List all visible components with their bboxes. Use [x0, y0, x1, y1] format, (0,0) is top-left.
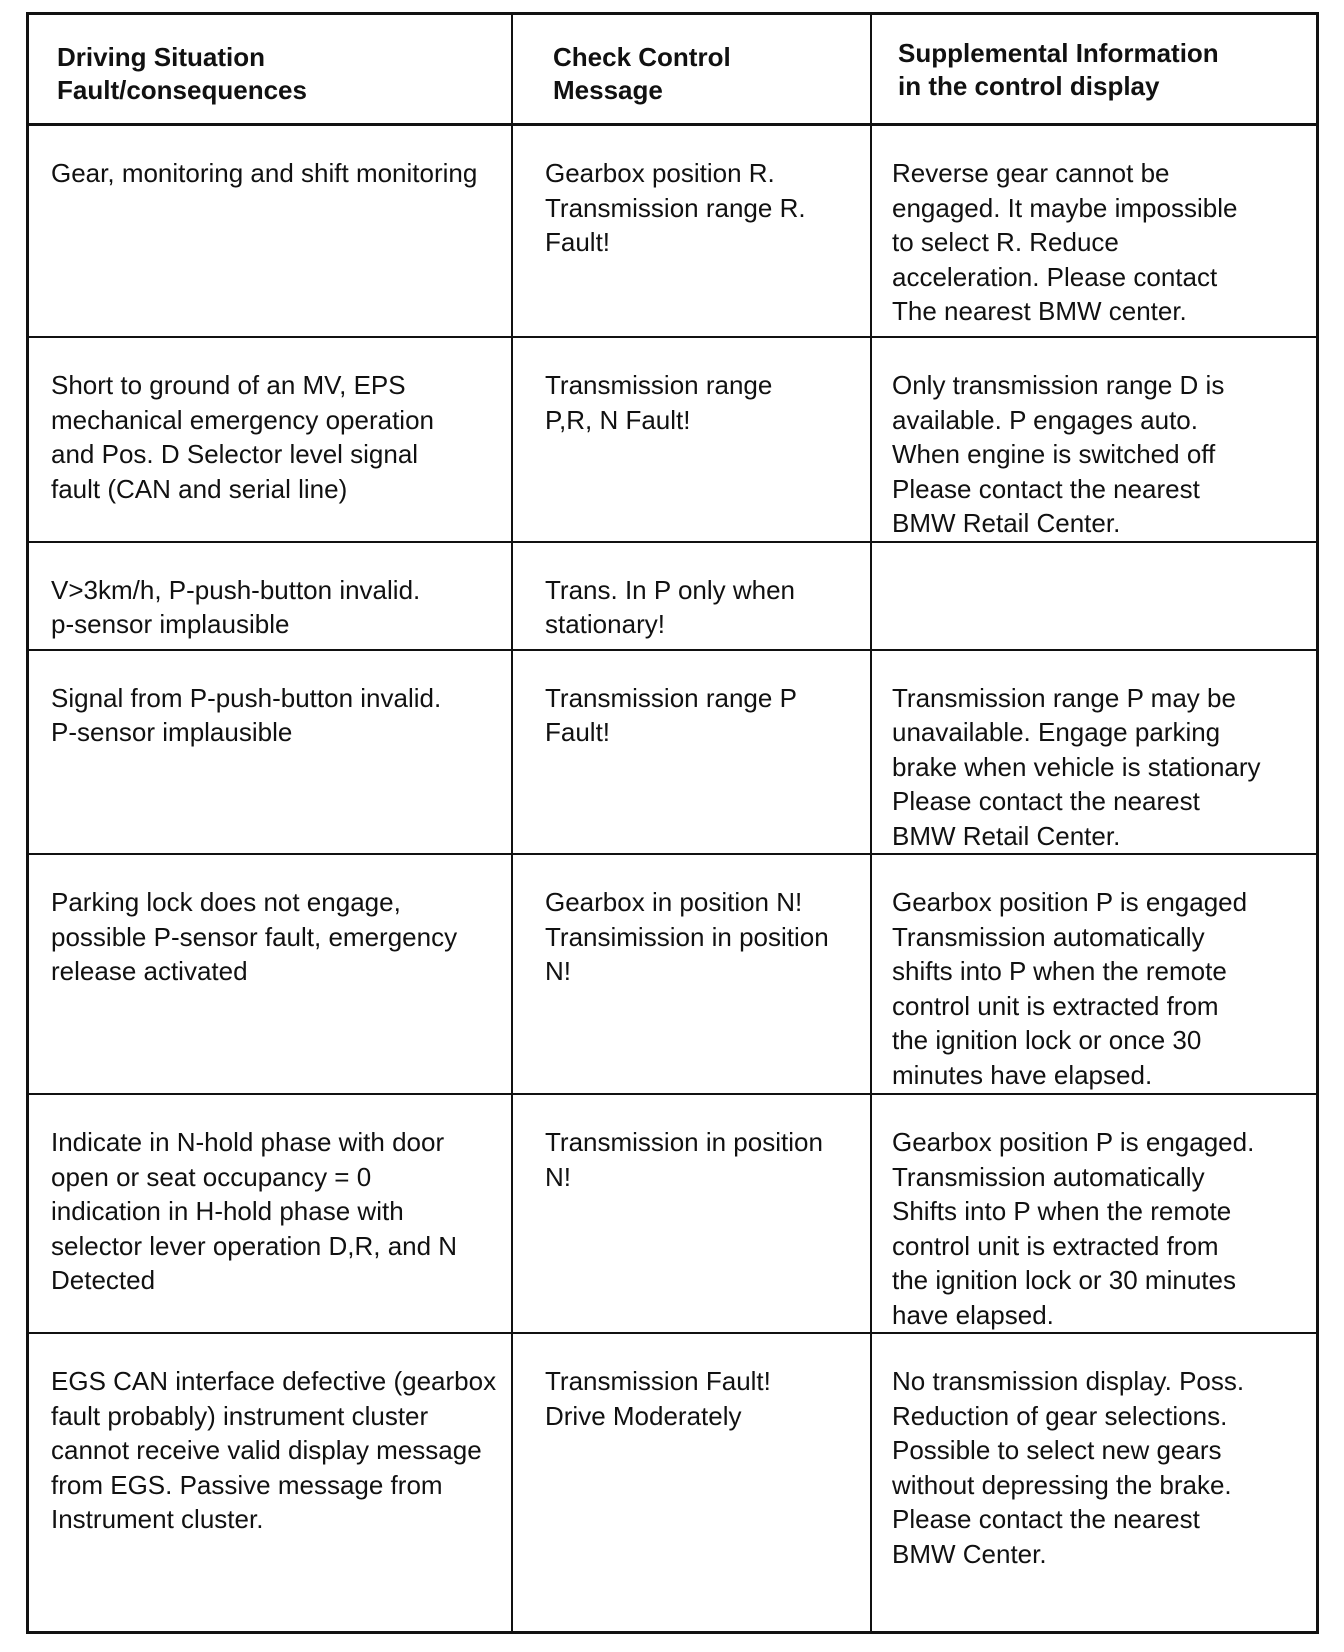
info-cell: [871, 650, 1318, 855]
info-cell: [871, 337, 1318, 542]
table-row: [28, 1333, 1318, 1633]
header-check-control-message-text: Check Control Message: [553, 42, 731, 105]
table-row: [28, 125, 1318, 338]
header-row: [28, 14, 1318, 125]
situation-cell: [28, 1333, 513, 1633]
info-text: Gearbox position P is engaged. Transmission automatically Shifts into P when the remote control unit is extracted from the ignition lock or 30 minutes have elapsed.: [892, 1127, 1255, 1330]
message-text: Transmission range P Fault!: [545, 682, 797, 747]
situation-text: Gear, monitoring and shift monitoring: [51, 158, 478, 188]
info-text: [872, 543, 1316, 573]
info-cell: [871, 542, 1318, 650]
info-cell: [871, 125, 1318, 338]
message-cell: [512, 1333, 871, 1633]
situation-cell: [28, 650, 513, 855]
situation-cell: [28, 337, 513, 542]
header-check-control-message: [512, 14, 871, 125]
message-text: Transmission range P,R, N Fault!: [545, 370, 773, 435]
message-cell: [512, 854, 871, 1094]
info-text: Transmission range P may be unavailable. Engage parking brake when vehicle is stationary Please contact the nearest BMW Retail Center.: [892, 682, 1261, 851]
situation-text: EGS CAN interface defective (gearbox fault probably) instrument cluster cannot receive valid display message from EGS. Passive message from Instrument cluster.: [51, 1366, 497, 1534]
message-text: Trans. In P only when stationary!: [545, 574, 796, 639]
header-driving-situation-text: Driving Situation Fault/consequences: [57, 42, 307, 105]
info-cell: [871, 854, 1318, 1094]
situation-text: Signal from P-push-button invalid. P-sensor implausible: [51, 682, 442, 747]
info-text: Only transmission range D is available. P engages auto. When engine is switched off Please contact the nearest BMW Retail Center.: [892, 370, 1225, 538]
situation-text: Short to ground of an MV, EPS mechanical emergency operation and Pos. D Selector level signal fault (CAN and serial line): [51, 370, 434, 504]
message-text: Transmission Fault! Drive Moderately: [545, 1366, 771, 1431]
table-row: [28, 337, 1318, 542]
info-text: No transmission display. Poss. Reduction of gear selections. Possible to select new gears without depressing the brake. Please contact the nearest BMW Center.: [892, 1366, 1245, 1569]
info-cell: [871, 1333, 1318, 1633]
situation-cell: [28, 854, 513, 1094]
table-row: [28, 1094, 1318, 1333]
situation-cell: [28, 125, 513, 338]
table-row: [28, 542, 1318, 650]
info-text: Gearbox position P is engaged Transmission automatically shifts into P when the remote control unit is extracted from the ignition lock or once 30 minutes have elapsed.: [892, 887, 1248, 1090]
situation-text: V>3km/h, P-push-button invalid. p-sensor implausible: [51, 574, 421, 639]
message-text: Gearbox position R. Transmission range R. Fault!: [545, 158, 806, 257]
message-cell: [512, 650, 871, 855]
situation-text: Parking lock does not engage, possible P-sensor fault, emergency release activated: [51, 887, 458, 986]
message-cell: [512, 1094, 871, 1333]
message-text: Gearbox in position N! Transimission in position N!: [545, 887, 829, 986]
header-supplemental-information-text: Supplemental Information in the control display: [898, 38, 1219, 101]
message-text: Transmission in position N!: [545, 1127, 823, 1192]
message-cell: [512, 542, 871, 650]
table-row: [28, 650, 1318, 855]
situation-cell: [28, 1094, 513, 1333]
header-driving-situation: [28, 14, 513, 125]
table-row: [28, 854, 1318, 1094]
situation-cell: [28, 542, 513, 650]
message-cell: [512, 125, 871, 338]
message-cell: [512, 337, 871, 542]
situation-text: Indicate in N-hold phase with door open or seat occupancy = 0 indication in H-hold phase with selector lever operation D,R, and N Detected: [51, 1127, 458, 1295]
fault-message-table: [26, 12, 1319, 1634]
info-text: Reverse gear cannot be engaged. It maybe impossible to select R. Reduce acceleration. Please contact The nearest BMW center.: [892, 158, 1238, 326]
info-cell: [871, 1094, 1318, 1333]
header-supplemental-information: [871, 14, 1318, 125]
